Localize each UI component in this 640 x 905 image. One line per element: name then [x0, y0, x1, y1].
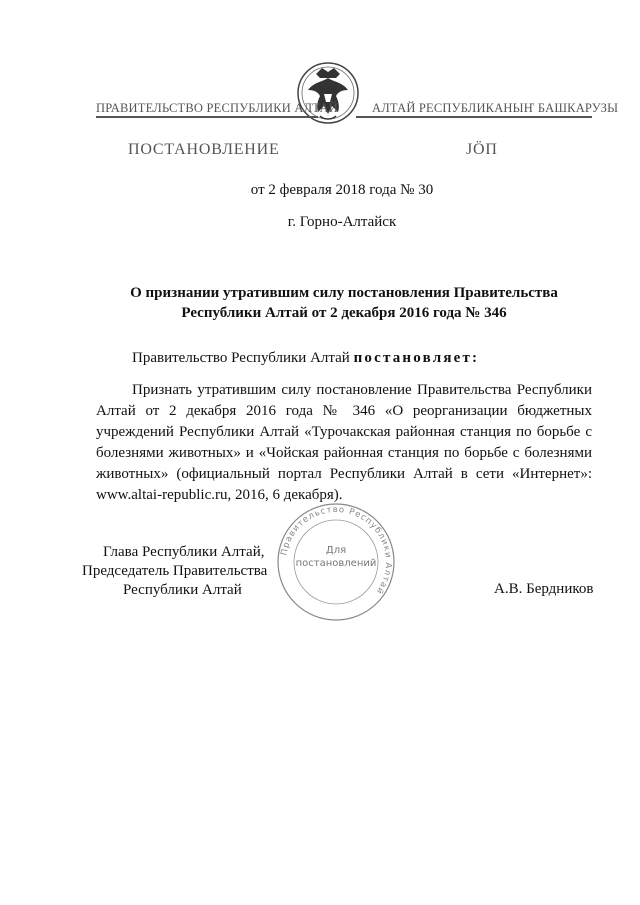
decree-intro: [132, 350, 479, 367]
decree-intro-verb: постановляет:: [353, 350, 480, 366]
stamp-ring-text: Правительство Республики Алтай: [279, 504, 394, 597]
document-city: г. Горно-Алтайск: [287, 214, 397, 230]
signatory-title-line-1: Глава Республики Алтай,: [103, 544, 265, 560]
signatory-title-line-2: Председатель Правительства: [82, 563, 268, 579]
signatory-name: А.В. Бердников: [494, 581, 594, 597]
document-title-line-2: Республики Алтай от 2 декабря 2016 года № 346: [181, 305, 507, 321]
stamp-center-line-2: постановлений: [295, 558, 377, 569]
header-divider-left: [96, 116, 318, 118]
signatory-title-line-3: Республики Алтай: [123, 582, 242, 598]
header-divider-right: [356, 116, 592, 118]
decree-body: Признать утратившим силу постановление Правительства Республики Алтай от 2 декабря 2016 года № 346 «О реорганизации бюджетных учреждений Республики Алтай «Турочакская районная станция по борьбе с болезнями животных» и «Чойская районная станция по борьбе с болезнями животных» (официальный портал Республики Алтай в сети «Интернет»: www.altai-republic.ru, 2016, 6 декабря).: [96, 382, 592, 503]
document-title-line-1: О признании утратившим силу постановления Правительства: [130, 285, 558, 301]
document-title: [96, 283, 592, 323]
document-type-altai: ЈÖП: [466, 141, 498, 158]
government-name-altai: АЛТАЙ РЕСПУБЛИКАНЫҤ БАШКАРУЗЫ: [372, 101, 619, 115]
government-name-russian: ПРАВИТЕЛЬСТВО РЕСПУБЛИКИ АЛТАЙ: [96, 101, 338, 115]
stamp-center-line-1: Для: [325, 545, 347, 556]
decree-intro-subject: Правительство Республики Алтай: [132, 350, 354, 366]
coat-of-arms-icon: [296, 56, 360, 130]
document-type-russian: ПОСТАНОВЛЕНИЕ: [128, 141, 280, 158]
document-date: от 2 февраля 2018 года № 30: [250, 182, 434, 198]
